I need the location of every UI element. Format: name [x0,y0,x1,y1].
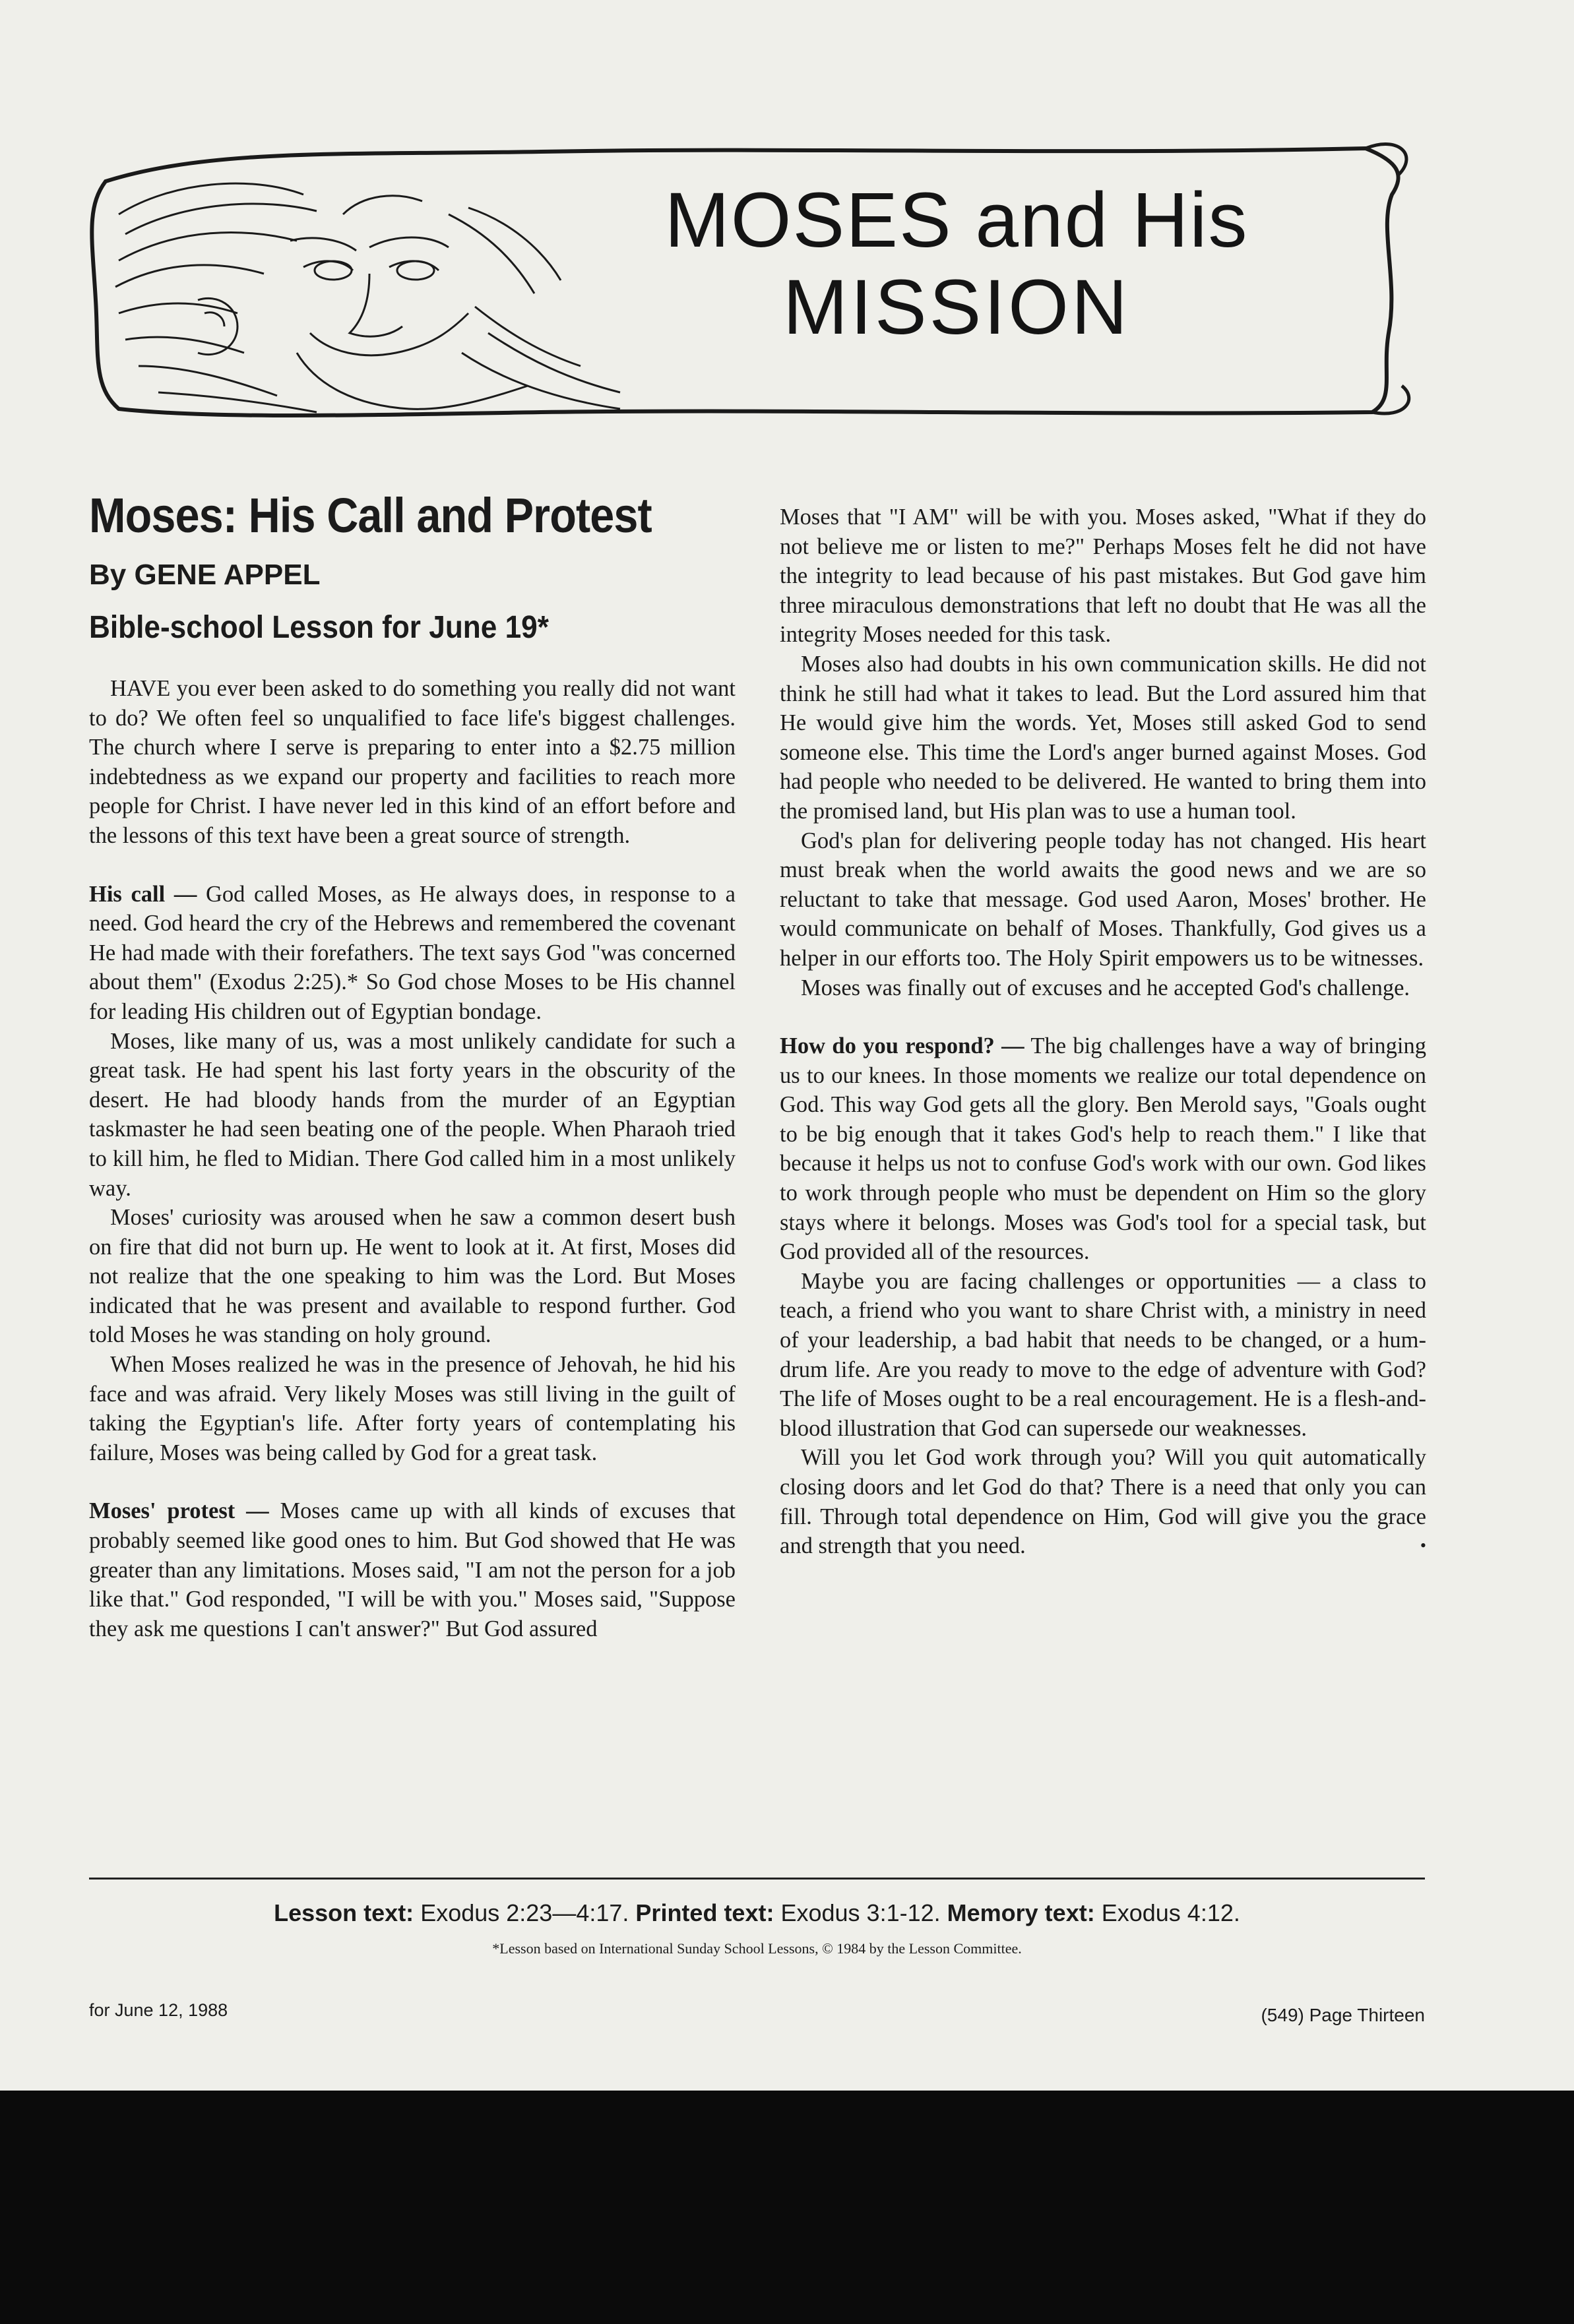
paragraph: Moses, like many of us, was a most unlikely candidate for such a great task. He had spent his last forty years in the obscurity of the desert. He had bloody hands from the murder of an Egyptian taskmaster he had seen beating one of the people. When Pharaoh tried to kill him, he fled to Midian. There God called him in a most unlikely way. [89,1028,736,1201]
paragraph-protest [89,1496,736,1643]
paragraph-final [780,1443,1426,1560]
banner-title-line2: MISSION [782,264,1131,351]
footnote: *Lesson based on International Sunday School Lessons, © 1984 by the Lesson Committee. [492,1940,1022,1957]
banner-title [541,177,1372,351]
article-headline: Moses: His Call and Protest [89,488,652,543]
section-runin: Moses' protest — [89,1498,269,1524]
paragraph: Moses was finally out of excuses and he accepted God's challenge. [801,975,1410,1000]
paragraph: HAVE you ever been asked to do something you really did not want to do? We often feel so unqualified to face life's biggest challenges. The church where I serve is preparing to enter into a $2.75 million indebtedness as we expand our property and facilities to reach more people for Christ. I have never led in this kind of an effort before and the lessons of this text have been a great source of strength. [89,676,736,848]
paragraph: Moses that "I AM" will be with you. Moses asked, "What if they do not believe me or listen to me?" Perhaps Moses felt he did not have the integrity to lead because of his past mistakes. But God gave him three miraculous demonstrations that left no doubt that He was all the integrity Moses needed for this task. [780,505,1426,648]
printed-text-label: Printed text: [635,1899,774,1926]
paragraph: Moses' curiosity was aroused when he saw a common desert bush on fire that did not burn up. He went to look at it. At first, Moses did not realize that the one speaking to him was the Lord. But Moses indicated that he was present and available to respond further. God told Moses he was standing on holy ground. [89,1205,736,1348]
memory-text-value: Exodus 4:12. [1101,1899,1240,1926]
paragraph-text: God called Moses, as He always does, in response to a need. God heard the cry of the Hebrews and remembered the covenant He had made with their forefathers. The text says God "was concerned about them" (Exodus 2:25).* So God chose Moses to be His channel for leading His children out of Egyptian bondage. [89,881,736,1024]
scan-background [0,2091,1574,2324]
lesson-text-value: Exodus 2:23—4:17. [420,1899,629,1926]
paragraph: God's plan for delivering people today has not changed. His heart must break when the world awaits the good news and we are so reluctant to take that message. God used Aaron, Moses' brother. He would communicate on behalf of Moses. Thankfully, God gives us a helper in our efforts too. The Holy Spirit empowers us to be witnesses. [780,828,1426,971]
left-column [89,488,736,1643]
lesson-texts-line [89,1898,1425,1928]
printed-text-value: Exodus 3:1-12. [780,1899,941,1926]
paragraph-text: Moses came up with all kinds of excuses that probably seemed like good ones to him. But God showed that He was greater than any limitations. Moses said, "I am not the person for a job like that." God responded, "I will be with you." Moses said, "Suppose they ask me questions I can't answer?" But God assured [89,1498,736,1641]
memory-text-label: Memory text: [947,1899,1095,1926]
paragraph: When Moses realized he was in the presence of Jehovah, he hid his face and was afraid. Very likely Moses was still living in the guilt of taking the Egyptian's life. After forty years of contemplating his failure, Moses was being called by God for a great task. [89,1352,736,1465]
right-column [780,503,1426,1561]
divider-rule [89,1878,1425,1880]
issue-date: for June 12, 1988 [89,2000,228,2020]
article-byline: By GENE APPEL [89,559,321,591]
paragraph: Moses also had doubts in his own communication skills. He did not think he still had what it takes to lead. But the Lord assured him that He would give him the words. Yet, Moses still asked God to send someone else. This time the Lord's anger burned against Moses. God had people who needed to be delivered. He wanted to bring them into the promised land, but His plan was to use a human tool. [780,651,1426,824]
lesson-heading: Bible-school Lesson for June 19* [89,610,549,645]
paragraph-text: The big challenges have a way of bringing us to our knees. In those moments we realize our total dependence on God. This way God gets all the glory. Ben Merold says, "Goals ought to be big enough that it takes God's help to reach them." I like that because it helps us not to confuse God's work with our own. God likes to work through people who must be dependent on Him so the glory stays where it belongs. Moses was God's tool for a special task, but God provided all of the resources. [780,1033,1426,1265]
paragraph-respond [780,1031,1426,1267]
section-runin: His call — [89,881,197,907]
paragraph: Maybe you are facing challenges or opportunities — a class to teach, a friend who you want to share Christ with, a ministry in need of your leadership, a bad habit that needs to be changed, or a hum-drum life. Are you ready to move to the edge of adventure with God? The life of Moses ought to be a real encouragement. He is a flesh-and-blood illustration that God can supersede our weaknesses. [780,1268,1426,1441]
section-runin: How do you respond? — [780,1033,1024,1059]
end-mark: • [1420,1536,1426,1556]
page-number: (549) Page Thirteen [1261,2005,1425,2025]
paragraph-his-call [89,880,736,1027]
title-banner [79,135,1425,425]
paragraph-text: Will you let God work through you? Will you quit automatically closing doors and let God do that? There is a need that only you can fill. Through total dependence on Him, God will give you the grace and strength that you need. [780,1445,1426,1559]
lesson-text-label: Lesson text: [274,1899,414,1926]
banner-title-line1: MOSES and His [664,177,1249,264]
